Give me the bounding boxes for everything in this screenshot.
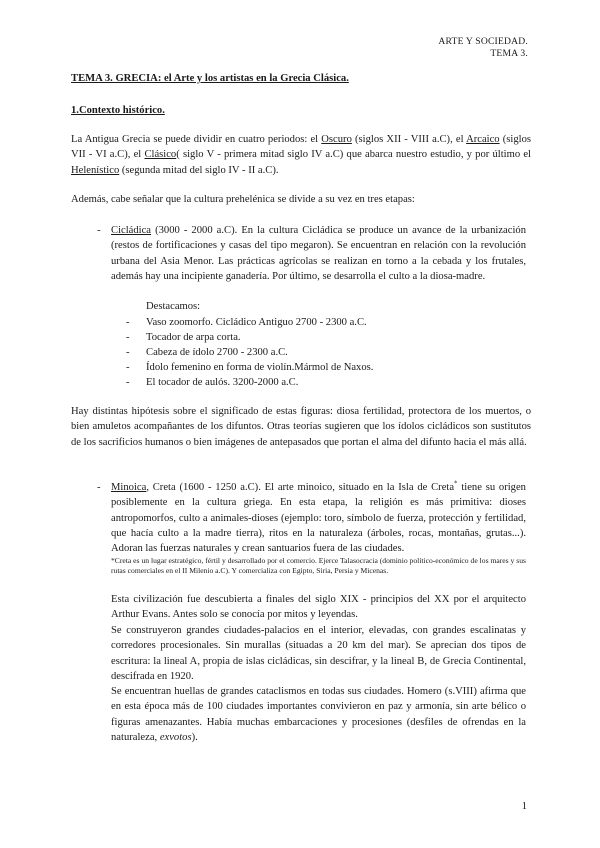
minoica-name: Minoica [111,482,147,493]
intro-text-5: (segunda mitad del siglo IV - II a.C). [119,164,279,176]
list-item-text: Vaso zoomorfo. Cicládico Antiguo 2700 - 2300 a.C. [146,317,367,328]
hipotesis-paragraph: Hay distintas hipótesis sobre el significado de estas figuras: diosa fertilidad, protectora de los muertos, o bien amuletos acompañantes de los difuntos. Otras teorías sugieren que los ídolos cicládicos son sustitutos de los sacrificios humanos o bien imágenes de antepasados que portan el alma del difunto hacia el más allá. [71,406,531,448]
creta-footnote: *Creta es un lugar estratégico, fértil y desarrollado por el comercio. Ejerce Talasocracia (dominio político-económico de los mares y sus rutas comerciales en el II Milenio a.C). Y comercializa con Egipto, Siria, Persia y Micenas. [111,556,526,576]
destacamos-label: Destacamos: [146,301,201,312]
ciclades-name: Cicládica [111,225,152,236]
bullet-dash-ciclades: - [97,225,101,236]
bullet-dash-minoica: - [97,482,101,493]
cataclismos-end: ). [191,731,198,743]
minoica-paragraph [111,480,526,556]
minoica-text-2: tiene su origen posiblemente en la cultura griega. En esta etapa, la religión es más primitiva: dioses antropomorfos, culto a animales-dioses (ejemplo: toro, símbolo de fuerza, protección y fertilidad, que hacía culto a la madre tierra), ritos en la naturaleza (árboles, rocas, montañas, grutas...). Adoran las fuerzas naturales y crean santuarios fuera de las ciudades. [111,482,526,555]
intro-text-2: (siglos XII - VIII a.C), el [351,134,467,145]
running-header [438,36,528,60]
period-helenistico: Helenístico [71,164,120,176]
list-item-text: El tocador de aulós. 3200-2000 a.C. [146,377,299,388]
list-item-text: Tocador de arpa corta. [146,332,241,343]
cataclismos-paragraph [111,684,526,745]
prehelenica-paragraph: Además, cabe señalar que la cultura prehelénica se divide a su vez en tres etapas: [71,194,415,205]
exvotos-term: exvotos [159,731,192,743]
ciclades-text: (3000 - 2000 a.C). En la cultura Cicládica se produce un avance de la urbanización (restos de fortificaciones y casas del tipo megaron). Se encuentran en relación con la revolución urbana del Asia Menor. Las prácticas agrícolas se realizan en torno a la cebada y los frutales, además hay una incipiente ganadería. Por último, se desarrolla el culto a la diosa-madre. [111,225,526,282]
header-topic: TEMA 3. [490,48,528,59]
intro-text-3: (siglos VII - VI a.C), el [71,134,532,161]
list-item-text: Ídolo femenino en forma de violín.Mármol de Naxos. [146,362,374,373]
ciudades-paragraph: Se construyeron grandes ciudades-palacios en el interior, elevadas, con grandes escalinatas y corredores procesionales. Sin murallas (situadas a 20 km del mar). Se aprecian dos tipos de escritura: la lineal A, propia de islas cicládicas, sin descifrar, y la lineal B, de Grecia Continental, descifrada en 1920. [111,625,526,682]
page-number: 1 [521,801,527,812]
period-oscuro: Oscuro [321,134,352,145]
section-heading: 1.Contexto histórico. [71,105,165,116]
period-clasico: Clásico [144,149,177,161]
evans-paragraph: Esta civilización fue descubierta a finales del siglo XIX - principios del XX por el arquitecto Arthur Evans. Antes solo se conocía por mitos y leyendas. [111,594,526,621]
intro-text-1: La Antigua Grecia se puede dividir en cuatro periodos: el [71,134,322,145]
cataclismos-text: Se encuentran huellas de grandes cataclismos en todas sus ciudades. Homero (s.VIII) afirma que en esta época más de 100 ciudades importantes convivieron en paz y armonía, sin arte bélico o figuras amenazantes. Había muchas embarcaciones y procesiones (desfiles de ofrendas en la naturaleza, [111,686,526,743]
intro-paragraph [71,132,531,178]
intro-text-4: ( siglo V - primera mitad siglo IV a.C) que abarca nuestro estudio, y por último el [176,149,532,161]
document-title: TEMA 3. GRECIA: el Arte y los artistas en la Grecia Clásica. [71,73,349,84]
period-arcaico: Arcaico [466,134,500,145]
list-item-text: Cabeza de ídolo 2700 - 2300 a.C. [146,347,288,358]
minoica-text-1: , Creta (1600 - 1250 a.C). El arte minoico, situado en la Isla de Creta [146,482,455,493]
footnote-marker: * [454,479,458,488]
ciclades-paragraph [111,223,526,284]
header-subject: ARTE Y SOCIEDAD. [438,36,528,47]
